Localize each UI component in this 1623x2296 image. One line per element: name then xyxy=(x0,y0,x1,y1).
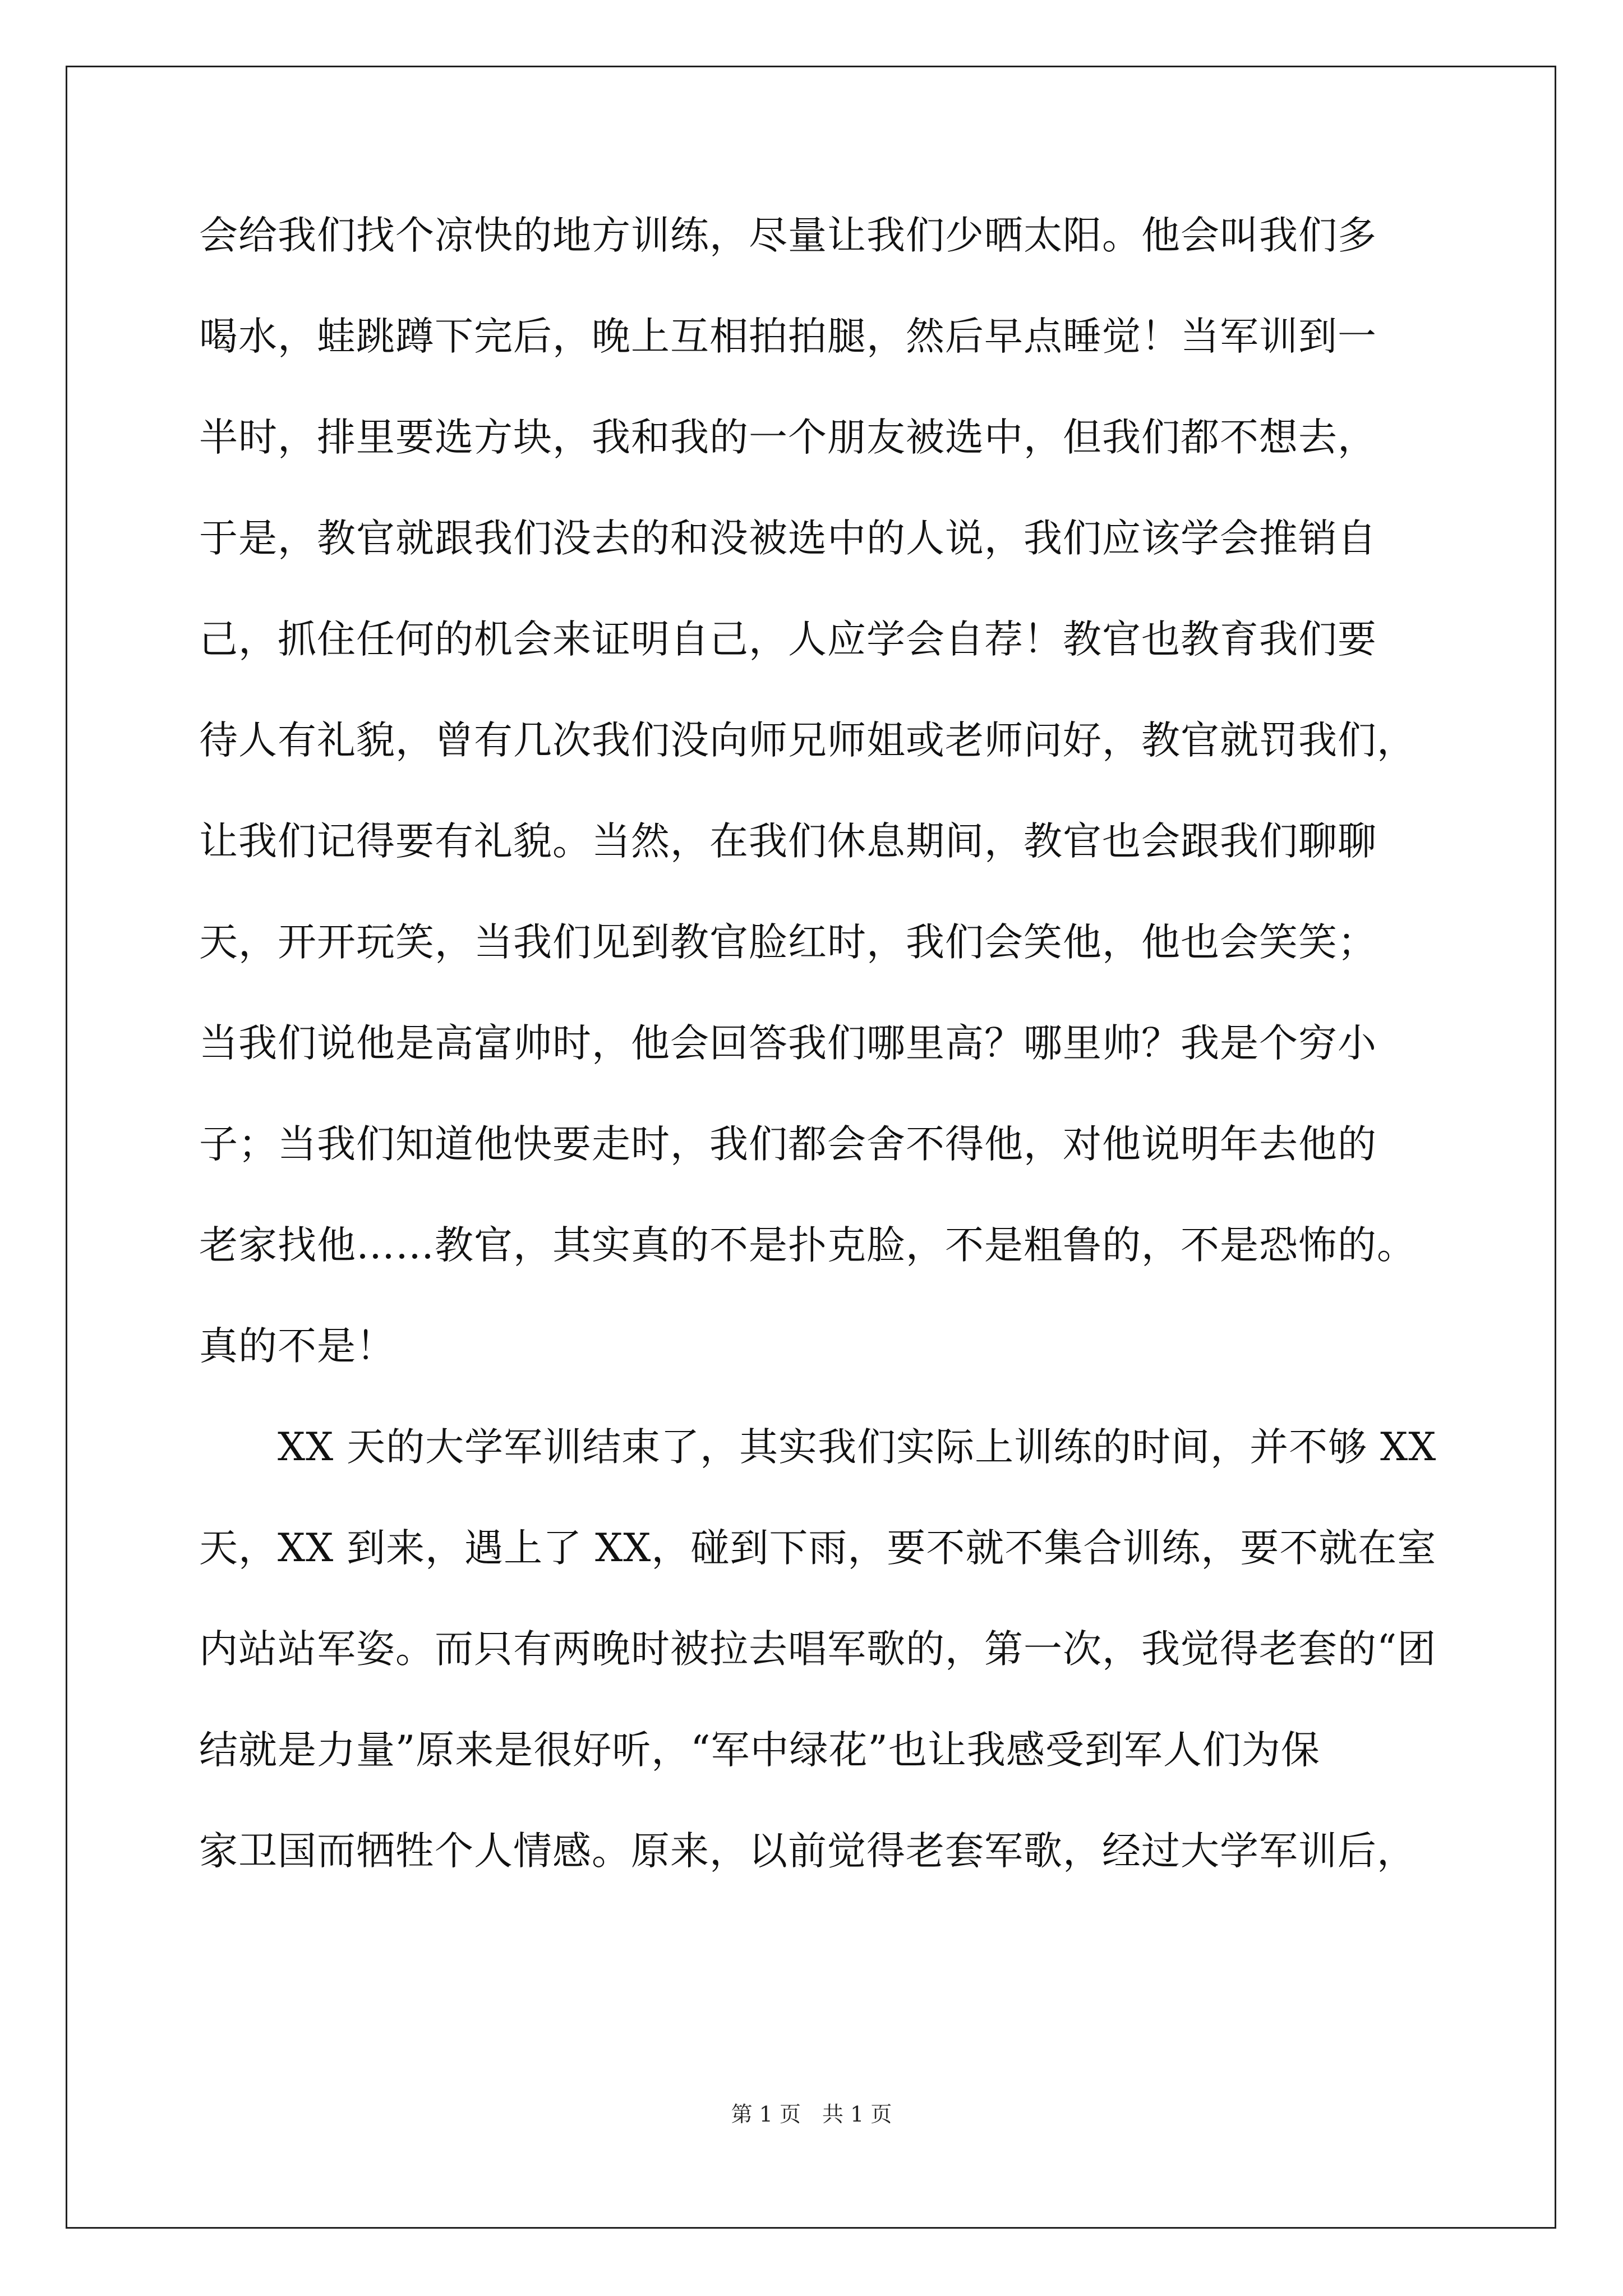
body-text-line: 会给我们找个凉快的地方训练，尽量让我们少晒太阳。他会叫我们多 xyxy=(199,213,1377,258)
body-text-line: 当我们说他是高富帅时，他会回答我们哪里高？哪里帅？我是个穷小 xyxy=(199,1021,1377,1066)
body-text-line: 半时，排里要选方块，我和我的一个朋友被选中，但我们都不想去， xyxy=(199,415,1377,460)
body-text-line: 天，开开玩笑，当我们见到教官脸红时，我们会笑他，他也会笑笑； xyxy=(199,920,1377,965)
body-text-line: 内站站军姿。而只有两晚时被拉去唱军歌的，第一次，我觉得老套的“团 xyxy=(199,1627,1437,1672)
body-text-line: XX 天的大学军训结束了，其实我们实际上训练的时间，并不够 XX xyxy=(199,1425,1437,1470)
body-text-line: 真的不是！ xyxy=(199,1324,395,1369)
body-text-line: 让我们记得要有礼貌。当然，在我们休息期间，教官也会跟我们聊聊 xyxy=(199,819,1377,864)
body-text-line: 家卫国而牺牲个人情感。原来，以前觉得老套军歌，经过大学军训后， xyxy=(199,1829,1416,1874)
body-text-line: 喝水，蛙跳蹲下完后，晚上互相拍拍腿，然后早点睡觉！当军训到一 xyxy=(199,314,1377,359)
body-text-line: 待人有礼貌，曾有几次我们没向师兄师姐或老师问好，教官就罚我们， xyxy=(199,718,1416,763)
body-text-line: 己，抓住任何的机会来证明自己，人应学会自荐！教官也教育我们要 xyxy=(199,617,1377,662)
body-text-line: 结就是力量”原来是很好听，“军中绿花”也让我感受到军人们为保 xyxy=(199,1728,1320,1773)
body-text-line: 老家找他……教官，其实真的不是扑克脸，不是粗鲁的，不是恐怖的。 xyxy=(199,1223,1416,1268)
body-text-line: 子；当我们知道他快要走时，我们都会舍不得他，对他说明年去他的 xyxy=(199,1122,1377,1167)
page-footer: 第 1 页 共 1 页 xyxy=(731,2102,892,2127)
body-text-line: 于是，教官就跟我们没去的和没被选中的人说，我们应该学会推销自 xyxy=(199,516,1377,561)
body-text-line: 天，XX 到来，遇上了 XX，碰到下雨，要不就不集合训练，要不就在室 xyxy=(199,1526,1437,1571)
